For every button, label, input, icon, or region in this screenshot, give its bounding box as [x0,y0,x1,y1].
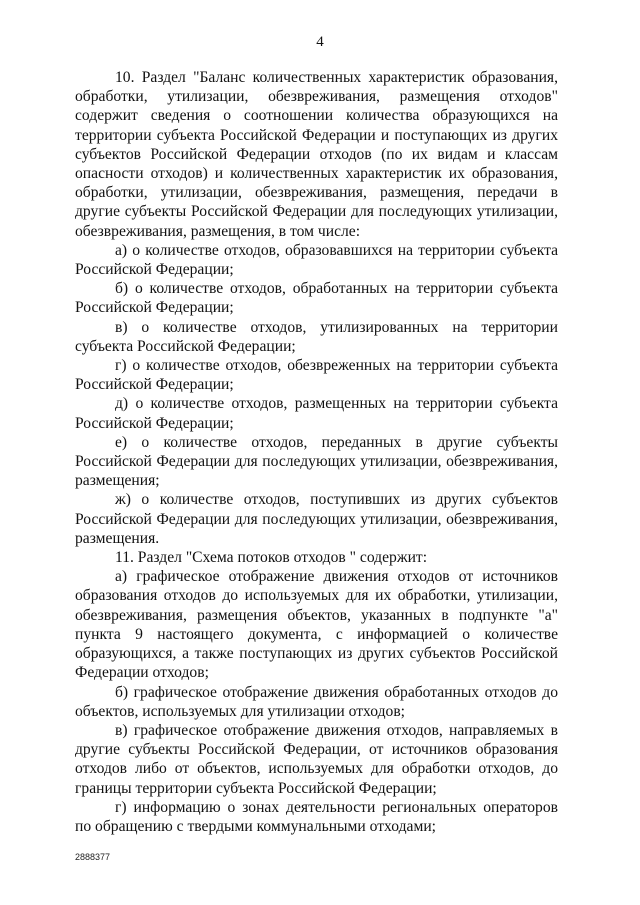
page-number: 4 [316,34,324,50]
list-item-d: д) о количестве отходов, размещенных на территории субъекта Российской Федерации; [75,395,558,432]
list-item-e: е) о количестве отходов, переданных в другие субъекты Российской Федерации для последующих утилизации, обезвреживания, размещения; [75,433,558,490]
list-item-a: а) графическое отображение движения отходов от источников образования отходов до используемых для их обработки, утилизации, обезвреживания, размещения объектов, указанных в подпункте "а" пункта 9 настоящего документа, с информацией о количестве образующихся, а также поступающих из других субъектов Российской Федерации отходов; [75,568,558,682]
list-item-g: г) о количестве отходов, обезвреженных на территории субъекта Российской Федерации; [75,357,558,394]
document-code: 2888377 [75,852,111,862]
list-item-b: б) графическое отображение движения обработанных отходов до объектов, используемых для утилизации отходов; [75,683,558,720]
list-item-v: в) о количестве отходов, утилизированных на территории субъекта Российской Федерации; [75,318,558,355]
paragraph-section-10: 10. Раздел "Баланс количественных характеристик образования, обработки, утилизации, обезвреживания, размещения отходов" содержит сведения о соотношении количества образующихся на территории субъекта Российской Федерации и поступающих из других субъектов Российской Федерации отходов (по их видам и классам опасности отходов) и количественных характеристик их образования, обработки, утилизации, обезвреживания, размещения, передачи в другие субъекты Российской Федерации для последующих утилизации, обезвреживания, размещения, в том числе: [75,69,558,240]
paragraph-section-11: 11. Раздел "Схема потоков отходов " содержит: [115,549,428,567]
document-body [75,68,558,836]
list-item-v: в) графическое отображение движения отходов, направляемых в другие субъекты Российской Федерации, от источников образования отходов либо от объектов, используемых для обработки отходов, до границы территории субъекта Российской Федерации; [75,721,558,797]
list-item-a: а) о количестве отходов, образовавшихся на территории субъекта Российской Федерации; [75,241,558,279]
list-item-g: г) информацию о зонах деятельности региональных операторов по обращению с твердыми коммунальными отходами; [75,798,558,835]
list-item-b: б) о количестве отходов, обработанных на территории субъекта Российской Федерации; [75,280,558,317]
list-item-zh: ж) о количестве отходов, поступивших из других субъектов Российской Федерации для последующих утилизации, обезвреживания, размещения. [75,491,558,547]
